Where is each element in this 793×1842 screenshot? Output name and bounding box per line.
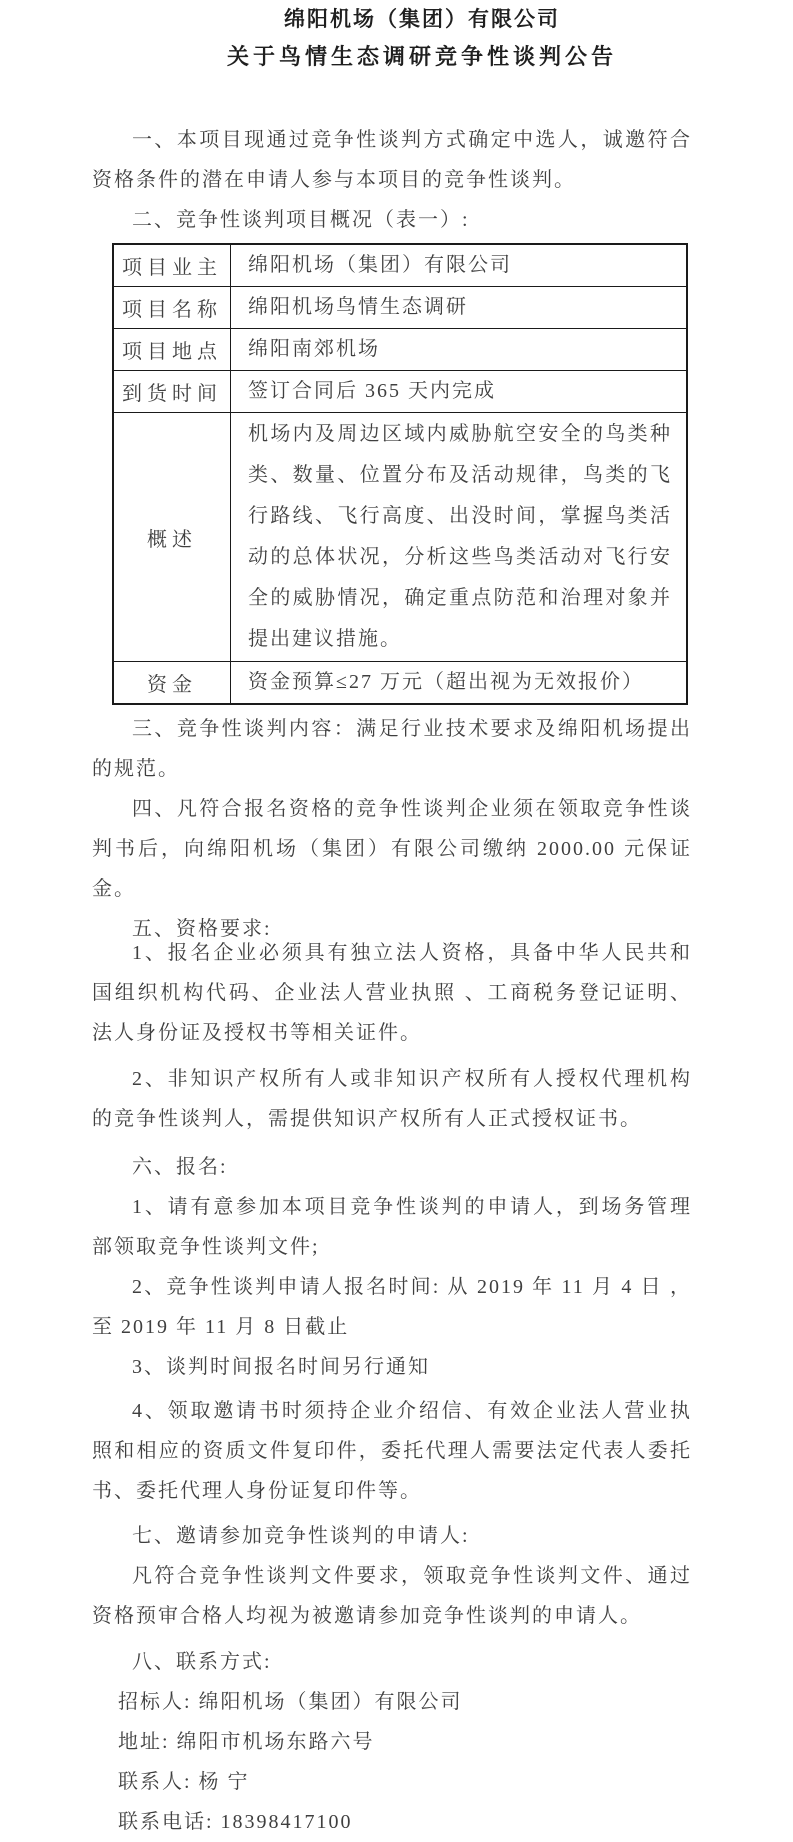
- contact-line-person: 联系人: 杨 宁: [118, 1771, 250, 1793]
- section-2-heading: 二、竞争性谈判项目概况（表一）:: [132, 209, 470, 231]
- row-value: 绵阳机场鸟情生态调研: [231, 287, 688, 329]
- table-row-owner: [113, 244, 687, 287]
- project-overview-table: [112, 243, 688, 705]
- row-label: 资金: [113, 662, 231, 705]
- section-4-paragraph: 四、凡符合报名资格的竞争性谈判企业须在领取竞争性谈判书后，向绵阳机场（集团）有限公司缴纳 2000.00 元保证金。: [92, 798, 692, 900]
- registration-item-3: 3、谈判时间报名时间另行通知: [132, 1356, 430, 1378]
- table-row-overview: [113, 413, 687, 662]
- contact-line-bidder: 招标人: 绵阳机场（集团）有限公司: [118, 1691, 463, 1713]
- row-value: 绵阳南郊机场: [231, 329, 688, 371]
- doc-title: 绵阳机场（集团）有限公司: [284, 7, 560, 31]
- row-label: 到货时间: [113, 371, 231, 413]
- row-value: 机场内及周边区域内威胁航空安全的鸟类种类、数量、位置分布及活动规律，鸟类的飞行路线、飞行高度、出没时间，掌握鸟类活动的总体状况，分析这些鸟类活动对飞行安全的威胁情况，确定重点防范和治理对象并提出建议措施。: [231, 413, 688, 662]
- table-row-delivery-time: [113, 371, 687, 413]
- table-row-budget: [113, 662, 687, 705]
- row-label: 概述: [113, 413, 231, 662]
- registration-item-4: 4、领取邀请书时须持企业介绍信、有效企业法人营业执照和相应的资质文件复印件，委托代理人需要法定代表人委托书、委托代理人身份证复印件等。: [92, 1400, 692, 1502]
- table-row-project-name: [113, 287, 687, 329]
- title-block: [152, 6, 692, 70]
- row-label: 项目地点: [113, 329, 231, 371]
- qualification-item-1: 1、报名企业必须具有独立法人资格，具备中华人民共和国组织机构代码、企业法人营业执照 、工商税务登记证明、法人身份证及授权书等相关证件。: [92, 942, 692, 1044]
- intro-paragraph: 一、本项目现通过竞争性谈判方式确定中选人，诚邀符合资格条件的潜在申请人参与本项目的竞争性谈判。: [92, 129, 692, 191]
- section-5-heading: 五、资格要求:: [132, 918, 272, 940]
- doc-subtitle: 关于鸟情生态调研竞争性谈判公告: [226, 44, 617, 69]
- row-label: 项目业主: [113, 244, 231, 287]
- registration-item-1: 1、请有意参加本项目竞争性谈判的申请人，到场务管理部领取竞争性谈判文件;: [92, 1196, 692, 1258]
- row-value: 资金预算≤27 万元（超出视为无效报价）: [231, 662, 688, 705]
- contact-line-address: 地址: 绵阳市机场东路六号: [118, 1731, 375, 1753]
- registration-item-2: 2、竞争性谈判申请人报名时间: 从 2019 年 11 月 4 日 ，至 2019 年 11 月 8 日截止: [92, 1276, 692, 1338]
- row-value: 绵阳机场（集团）有限公司: [231, 244, 688, 287]
- section-6-heading: 六、报名:: [132, 1156, 228, 1178]
- table-row-location: [113, 329, 687, 371]
- section-7-paragraph: 凡符合竞争性谈判文件要求，领取竞争性谈判文件、通过资格预审合格人均视为被邀请参加竞争性谈判的申请人。: [92, 1565, 692, 1627]
- contact-line-phone: 联系电话: 18398417100: [118, 1811, 353, 1833]
- contact-block: [92, 1682, 692, 1842]
- qualification-item-2: 2、非知识产权所有人或非知识产权所有人授权代理机构的竞争性谈判人，需提供知识产权所有人正式授权证书。: [92, 1068, 692, 1130]
- section-8-heading: 八、联系方式:: [132, 1651, 272, 1673]
- row-value: 签订合同后 365 天内完成: [231, 371, 688, 413]
- table-body: [113, 244, 687, 704]
- section-3-paragraph: 三、竞争性谈判内容：满足行业技术要求及绵阳机场提出的规范。: [92, 718, 692, 780]
- row-label: 项目名称: [113, 287, 231, 329]
- section-7-heading: 七、邀请参加竞争性谈判的申请人:: [132, 1525, 470, 1547]
